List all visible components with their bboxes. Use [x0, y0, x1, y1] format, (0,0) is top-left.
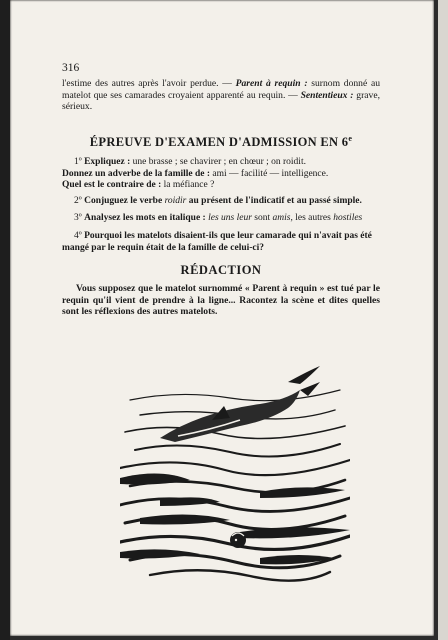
intro-term-1: Parent à requin : [235, 78, 308, 89]
q2-italic: roidir [164, 196, 187, 206]
q3-text-d: les autres [292, 213, 334, 223]
q2-number: 2º [74, 196, 82, 206]
redaction-text: Vous supposez que le matelot surnommé « Parent à requin » est tué par le requin qu'il vient de prendre à la ligne... Racontez la scène et dites quelles sont les réflexions des autres matelots. [62, 283, 380, 317]
q3-text-c: amis, [272, 213, 293, 223]
q1-b-label: Donnez un adverbe de la famille de : [62, 168, 211, 179]
q3-number: 3º [74, 213, 82, 223]
page-number: 316 [62, 62, 80, 74]
scan-right-edge [438, 0, 448, 640]
q3-text-e: hostiles [333, 213, 363, 223]
q2-label-a: Conjuguez le verbe [84, 196, 165, 206]
q4-text: Pourquoi les matelots disaient-ils que leur camarade qui n'avait pas été mangé par le requin était de la famille de celui-ci? [62, 231, 372, 253]
intro-text-2: surnom donné au matelot que ses camarades croyaient apparenté au requin. — [62, 78, 381, 101]
q2-label-b: au présent de l'indicatif et au passé simple. [186, 196, 362, 206]
q1-number: 1º [74, 157, 82, 167]
scan-left-edge [0, 0, 10, 640]
sea-shark-illustration [120, 360, 350, 585]
question-3 [62, 213, 380, 225]
intro-paragraph [62, 78, 380, 113]
redaction-heading: RÉDACTION [180, 263, 262, 277]
exam-heading [62, 134, 380, 150]
q1-a-label: Expliquez : [84, 157, 131, 167]
intro-text-1: l'estime des autres après l'avoir perdue. — [62, 78, 236, 89]
q3-text-b: sont [251, 213, 273, 223]
question-1 [62, 157, 380, 192]
q1-c-text: la méfiance ? [161, 180, 215, 191]
q1-c-label: Quel est le contraire de : [62, 180, 162, 191]
q4-number: 4º [74, 231, 82, 241]
exam-heading-sup: e [348, 134, 353, 143]
sailor-head [230, 532, 246, 548]
q1-b-text: ami — facilité — intelligence. [210, 168, 329, 179]
question-4 [62, 231, 380, 254]
q3-label: Analysez les mots en italique : [84, 213, 206, 223]
q1-a-text: une brasse ; se chavirer ; en chœur ; on roidit. [130, 157, 306, 167]
question-2 [62, 196, 380, 208]
exam-heading-text: ÉPREUVE D'EXAMEN D'ADMISSION EN 6 [89, 135, 349, 150]
intro-term-2: Sententieux : [300, 89, 354, 101]
intro-text-3: grave, sérieux. [62, 89, 380, 112]
q3-text-a: les uns leur [205, 213, 252, 223]
